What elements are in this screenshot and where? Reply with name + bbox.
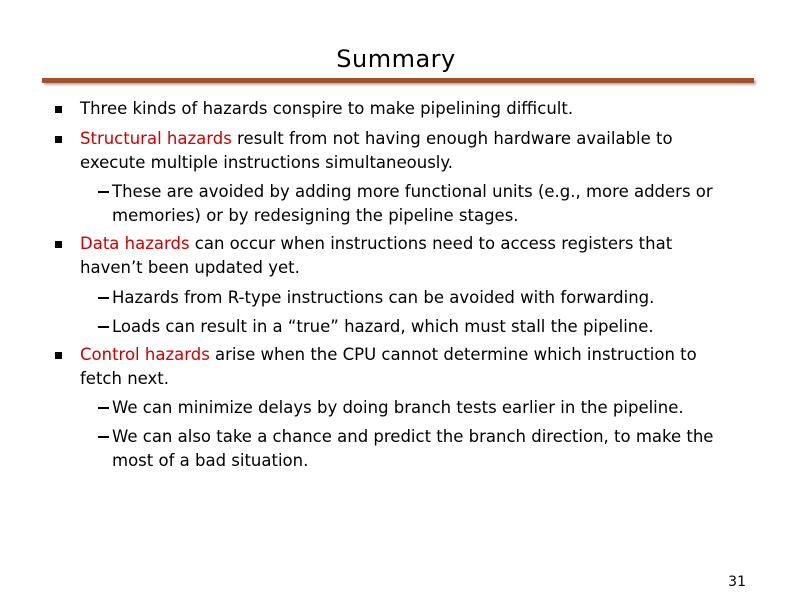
dash-bullet-icon [98, 297, 109, 299]
sub-bullet-item [112, 180, 744, 228]
highlight-term: Control hazards [80, 345, 210, 364]
sub-bullet-text: We can minimize delays by doing branch tests earlier in the pipeline. [112, 398, 684, 417]
title-divider [42, 78, 754, 83]
square-bullet-icon [55, 136, 62, 143]
page-number: 31 [728, 574, 746, 590]
bullet-item [80, 97, 740, 121]
square-bullet-icon [55, 241, 62, 248]
bullet-item [80, 127, 740, 175]
bullet-text: arise when the CPU cannot determine which instruction to fetch next. [80, 345, 697, 388]
dash-bullet-icon [98, 191, 109, 193]
sub-bullet-text: Hazards from R-type instructions can be avoided with forwarding. [112, 288, 655, 307]
square-bullet-icon [55, 106, 62, 113]
dash-bullet-icon [98, 407, 109, 409]
bullet-item [80, 232, 740, 280]
sub-bullet-item [112, 425, 744, 473]
sub-bullet-item [112, 396, 744, 420]
slide-title: Summary [336, 45, 456, 73]
sub-bullet-text: Loads can result in a “true” hazard, which must stall the pipeline. [112, 317, 654, 336]
bullet-text: result from not having enough hardware available to execute multiple instructions simultaneously. [80, 129, 673, 172]
bullet-text: Three kinds of hazards conspire to make pipelining difficult. [80, 99, 574, 118]
sub-bullet-text: We can also take a chance and predict the branch direction, to make the most of a bad situation. [112, 427, 714, 470]
highlight-term: Structural hazards [80, 129, 232, 148]
bullet-item [80, 343, 740, 391]
dash-bullet-icon [98, 436, 109, 438]
bullet-text: can occur when instructions need to access registers that haven’t been updated yet. [80, 234, 673, 277]
highlight-term: Data hazards [80, 234, 190, 253]
dash-bullet-icon [98, 326, 109, 328]
sub-bullet-item [112, 286, 744, 310]
square-bullet-icon [55, 352, 62, 359]
sub-bullet-text: These are avoided by adding more functional units (e.g., more adders or memories) or by redesigning the pipeline stages. [112, 182, 713, 225]
sub-bullet-item [112, 315, 744, 339]
